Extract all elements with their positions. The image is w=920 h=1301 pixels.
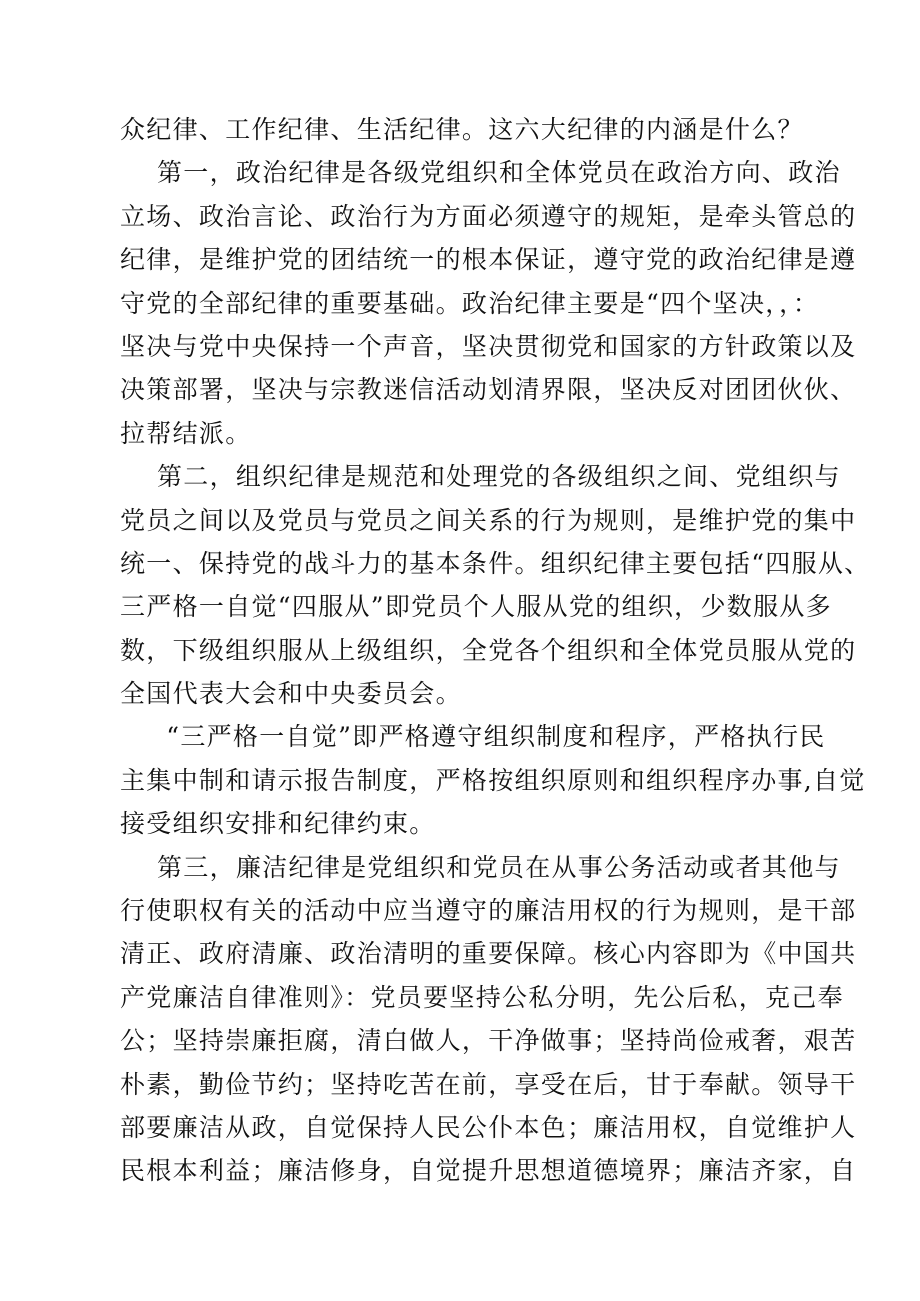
text-line: 第一，政治纪律是各级党组织和全体党员在政治方向、政治 bbox=[120, 158, 841, 188]
text-line: 拉帮结派。 bbox=[120, 418, 252, 448]
text-line: 坚决与党中央保持一个声音，坚决贯彻党和国家的方针政策以及 bbox=[120, 331, 857, 361]
text-line: 接受组织安排和纪律约束。 bbox=[120, 809, 436, 839]
text-line: 第二，组织纪律是规范和处理党的各级组织之间、党组织与 bbox=[120, 462, 841, 492]
text-line: 朴素，勤俭节约；坚持吃苦在前，享受在后，甘于奉献。领导干 bbox=[120, 1069, 857, 1099]
text-line: 三严格一自觉“四服从”即党员个人服从党的组织，少数服从多 bbox=[120, 592, 832, 622]
text-line: 主集中制和请示报告制度，严格按组织原则和组织程序办事,自觉 bbox=[120, 765, 866, 795]
text-line: 民根本利益；廉洁修身，自觉提升思想道德境界；廉洁齐家，自 bbox=[120, 1156, 857, 1186]
text-line: 众纪律、工作纪律、生活纪律。这六大纪律的内涵是什么？ bbox=[120, 115, 804, 144]
text-line: 行使职权有关的活动中应当遵守的廉洁用权的行为规则，是干部 bbox=[120, 896, 857, 926]
document-body bbox=[120, 108, 871, 1193]
text-line: 公；坚持崇廉拒腐，清白做人，干净做事；坚持尚俭戒奢，艰苦 bbox=[120, 1026, 857, 1056]
text-line: 立场、政治言论、政治行为方面必须遵守的规矩，是牵头管总的 bbox=[120, 201, 857, 231]
text-line: 党员之间以及党员与党员之间关系的行为规则，是维护党的集中 bbox=[120, 505, 857, 535]
text-line: “三严格一自觉”即严格遵守组织制度和程序，严格执行民 bbox=[120, 722, 826, 752]
text-line: 守党的全部纪律的重要基础。政治纪律主要是“四个坚决，，： bbox=[120, 288, 820, 318]
text-line: 全国代表大会和中央委员会。 bbox=[120, 679, 462, 709]
text-line: 清正、政府清廉、政治清明的重要保障。核心内容即为《中国共 bbox=[120, 939, 857, 969]
text-line: 数，下级组织服从上级组织，全党各个组织和全体党员服从党的 bbox=[120, 635, 857, 665]
text-line: 统一、保持党的战斗力的基本条件。组织纪律主要包括“四服从、 bbox=[120, 548, 871, 578]
text-line: 产党廉洁自律准则》：党员要坚持公私分明，先公后私，克己奉 bbox=[120, 982, 844, 1012]
text-line: 部要廉洁从政，自觉保持人民公仆本色；廉洁用权，自觉维护人 bbox=[120, 1112, 857, 1142]
text-line: 纪律，是维护党的团结统一的根本保证，遵守党的政治纪律是遵 bbox=[120, 245, 857, 275]
text-line: 第三，廉洁纪律是党组织和党员在从事公务活动或者其他与 bbox=[120, 852, 841, 882]
text-line: 决策部署，坚决与宗教迷信活动划清界限，坚决反对团团伙伙、 bbox=[120, 375, 857, 405]
